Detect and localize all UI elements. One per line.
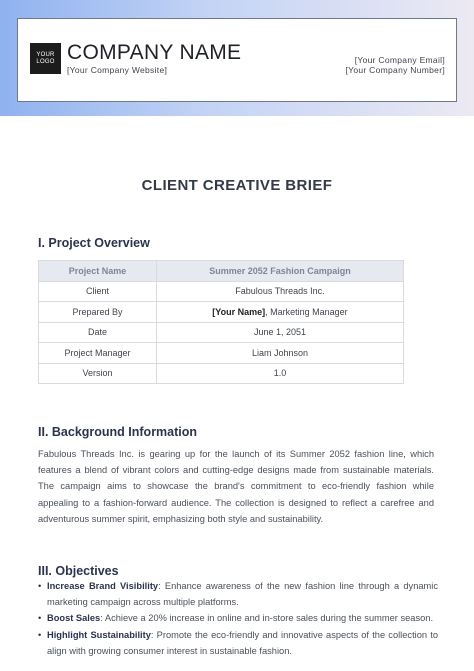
table-row <box>39 363 404 384</box>
bullet-icon: • <box>38 613 42 624</box>
table-cell-label: Client <box>39 281 157 302</box>
objective-text: : Promote the eco-friendly and innovative aspects of the collection to align with growing consumer interest in sustainable fashion. <box>47 629 438 656</box>
background-paragraph: Fabulous Threads Inc. is gearing up for the launch of its Summer 2052 fashion line, which features a blend of vibrant colors and cutting-edge designs made from sustainable materials. The campaign aims to showcase the brand's commitment to eco-friendly fashion while appealing to a fashion-forward audience. The collection is designed to reflect a carefree and adventurous summer spirit, emphasizing both style and sustainability. <box>38 449 434 524</box>
prepared-by-name: [Your Name] <box>212 306 266 317</box>
table-cell-value: Fabulous Threads Inc. <box>157 281 404 302</box>
list-item <box>38 627 438 659</box>
table-header-cell: Summer 2052 Fashion Campaign <box>157 261 404 282</box>
objectives-list <box>38 578 438 659</box>
table-cell-label: Prepared By <box>39 302 157 323</box>
table-cell-label: Version <box>39 363 157 384</box>
company-website: [Your Company Website] <box>67 65 168 75</box>
project-overview-table <box>38 260 404 384</box>
bullet-icon: • <box>38 581 42 591</box>
company-contact <box>345 55 445 75</box>
table-cell-label: Date <box>39 322 157 343</box>
table-header-row <box>39 261 404 282</box>
logo-text-line2: LOGO <box>36 58 55 65</box>
section-heading-objectives: III. Objectives <box>38 564 119 578</box>
letterhead <box>17 18 457 102</box>
table-row <box>39 343 404 364</box>
table-cell-value: 1.0 <box>157 363 404 384</box>
company-number: [Your Company Number] <box>345 65 445 75</box>
list-item <box>38 610 438 626</box>
bullet-icon: • <box>38 629 42 640</box>
company-logo <box>30 43 61 74</box>
objective-text: : Enhance awareness of the new fashion line through a dynamic marketing campaign across multiple platforms. <box>47 581 438 608</box>
table-header-cell: Project Name <box>39 261 157 282</box>
table-row <box>39 281 404 302</box>
objective-term: Increase Brand Visibility <box>47 581 159 591</box>
company-email: [Your Company Email] <box>354 55 445 65</box>
section-heading-overview: I. Project Overview <box>38 236 150 250</box>
table-cell-value <box>157 302 404 323</box>
objective-term: Highlight Sustainability <box>47 629 151 640</box>
section-heading-background: II. Background Information <box>38 425 198 439</box>
table-cell-value: June 1, 2051 <box>157 322 404 343</box>
table-cell-label: Project Manager <box>39 343 157 364</box>
table-cell-value: Liam Johnson <box>157 343 404 364</box>
objective-text: : Achieve a 20% increase in online and in-store sales during the summer season. <box>100 613 434 624</box>
list-item <box>38 578 438 610</box>
prepared-by-role: , Marketing Manager <box>265 306 348 317</box>
document-title: CLIENT CREATIVE BRIEF <box>141 177 333 194</box>
table-row <box>39 302 404 323</box>
table-row <box>39 322 404 343</box>
company-name: COMPANY NAME <box>67 41 242 64</box>
objective-term: Boost Sales <box>47 613 101 624</box>
logo-text-line1: YOUR <box>36 51 55 58</box>
